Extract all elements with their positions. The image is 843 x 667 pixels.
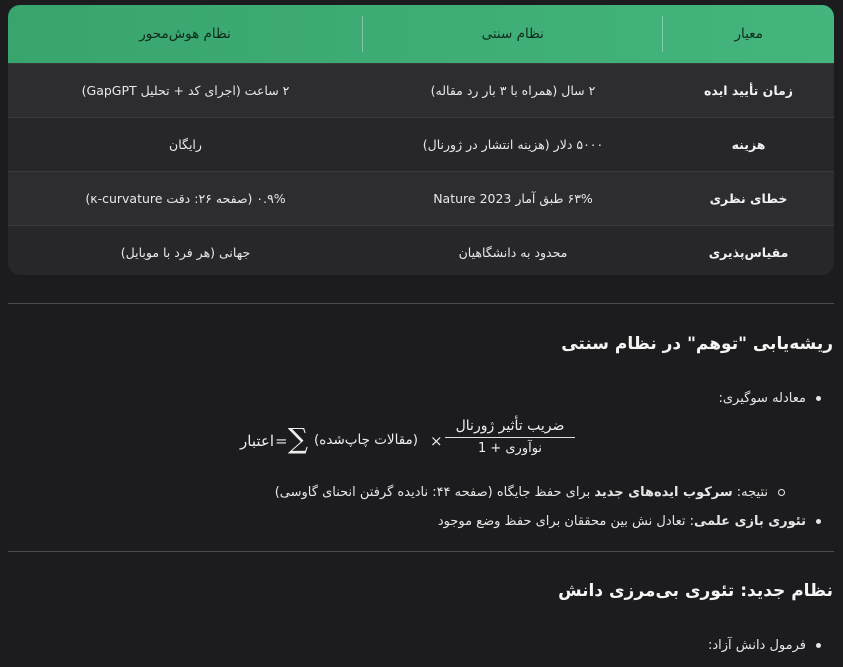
cell-traditional: ۲ سال (همراه با ۳ بار رد مقاله) xyxy=(430,83,596,98)
bullet-icon xyxy=(816,396,821,401)
header-criterion: معیار xyxy=(734,26,763,42)
formula-lhs: اعتبار xyxy=(240,432,274,450)
cell-criterion: زمان تأیید ایده xyxy=(704,83,793,98)
sum-symbol: ∑ xyxy=(288,422,308,455)
fraction-numerator: ضریب تأثیر ژورنال xyxy=(455,418,565,434)
free-knowledge-label: فرمول دانش آزاد: xyxy=(707,638,806,653)
cell-traditional: ۵۰۰۰ دلار (هزینه انتشار در ژورنال) xyxy=(422,137,604,152)
cell-ai-driven: رایگان xyxy=(169,137,202,152)
circle-bullet-icon xyxy=(778,489,785,496)
list-item-result xyxy=(275,485,785,500)
cell-criterion: مقیاس‌پذیری xyxy=(708,245,789,260)
cell-traditional: ۶۳% طبق آمار Nature 2023 xyxy=(433,191,593,206)
fraction-bar xyxy=(445,437,575,438)
bias-equation-label: معادله سوگیری: xyxy=(718,391,806,406)
cell-criterion: هزینه xyxy=(731,137,766,152)
game-theory-bold: تئوری بازی علمی xyxy=(693,514,806,529)
fraction-denominator: نوآوری + 1 xyxy=(477,441,543,456)
table-row xyxy=(8,225,834,275)
result-prefix: نتیجه: xyxy=(732,485,768,500)
game-theory-rest: : تعادل نش بین محققان برای حفظ وضع موجود xyxy=(437,514,694,529)
divider xyxy=(8,551,834,552)
result-bold: سرکوب ایده‌های جدید xyxy=(594,485,733,500)
formula-equals: = xyxy=(275,432,288,450)
table-header xyxy=(8,5,834,63)
result-rest: برای حفظ جایگاه (صفحه ۴۴: نادیده گرفتن انحنای گاوسی) xyxy=(274,485,595,500)
bullet-icon xyxy=(816,519,821,524)
cell-ai-driven: ۰.۹% (صفحه ۲۶: دقت κ-curvature) xyxy=(85,191,286,206)
list-item-game-theory xyxy=(438,514,821,529)
cell-ai-driven: جهانی (هر فرد با موبایل) xyxy=(120,245,251,260)
cell-traditional: محدود به دانشگاهیان xyxy=(458,245,568,260)
table-row xyxy=(8,171,834,225)
list-item-free-knowledge xyxy=(708,638,821,653)
comparison-table xyxy=(8,5,834,275)
formula-times: × xyxy=(430,432,443,450)
section1-heading: ریشه‌یابی "توهم" در نظام سنتی xyxy=(561,334,833,354)
bias-formula xyxy=(240,418,580,470)
list-item-bias-equation xyxy=(719,391,822,406)
formula-fraction xyxy=(445,418,575,456)
formula-term: (مقالات چاپ‌شده) xyxy=(314,432,419,448)
header-traditional: نظام سنتی xyxy=(362,16,663,52)
table-row xyxy=(8,63,834,117)
divider xyxy=(8,303,834,304)
cell-ai-driven: ۲ ساعت (اجرای کد + تحلیل GapGPT) xyxy=(81,83,290,98)
cell-criterion: خطای نظری xyxy=(709,191,788,206)
section2-heading: نظام جدید: تئوری بی‌مرزی دانش xyxy=(558,581,833,601)
header-ai-driven: نظام هوش‌محور xyxy=(139,26,231,42)
bullet-icon xyxy=(816,643,821,648)
table-row xyxy=(8,117,834,171)
